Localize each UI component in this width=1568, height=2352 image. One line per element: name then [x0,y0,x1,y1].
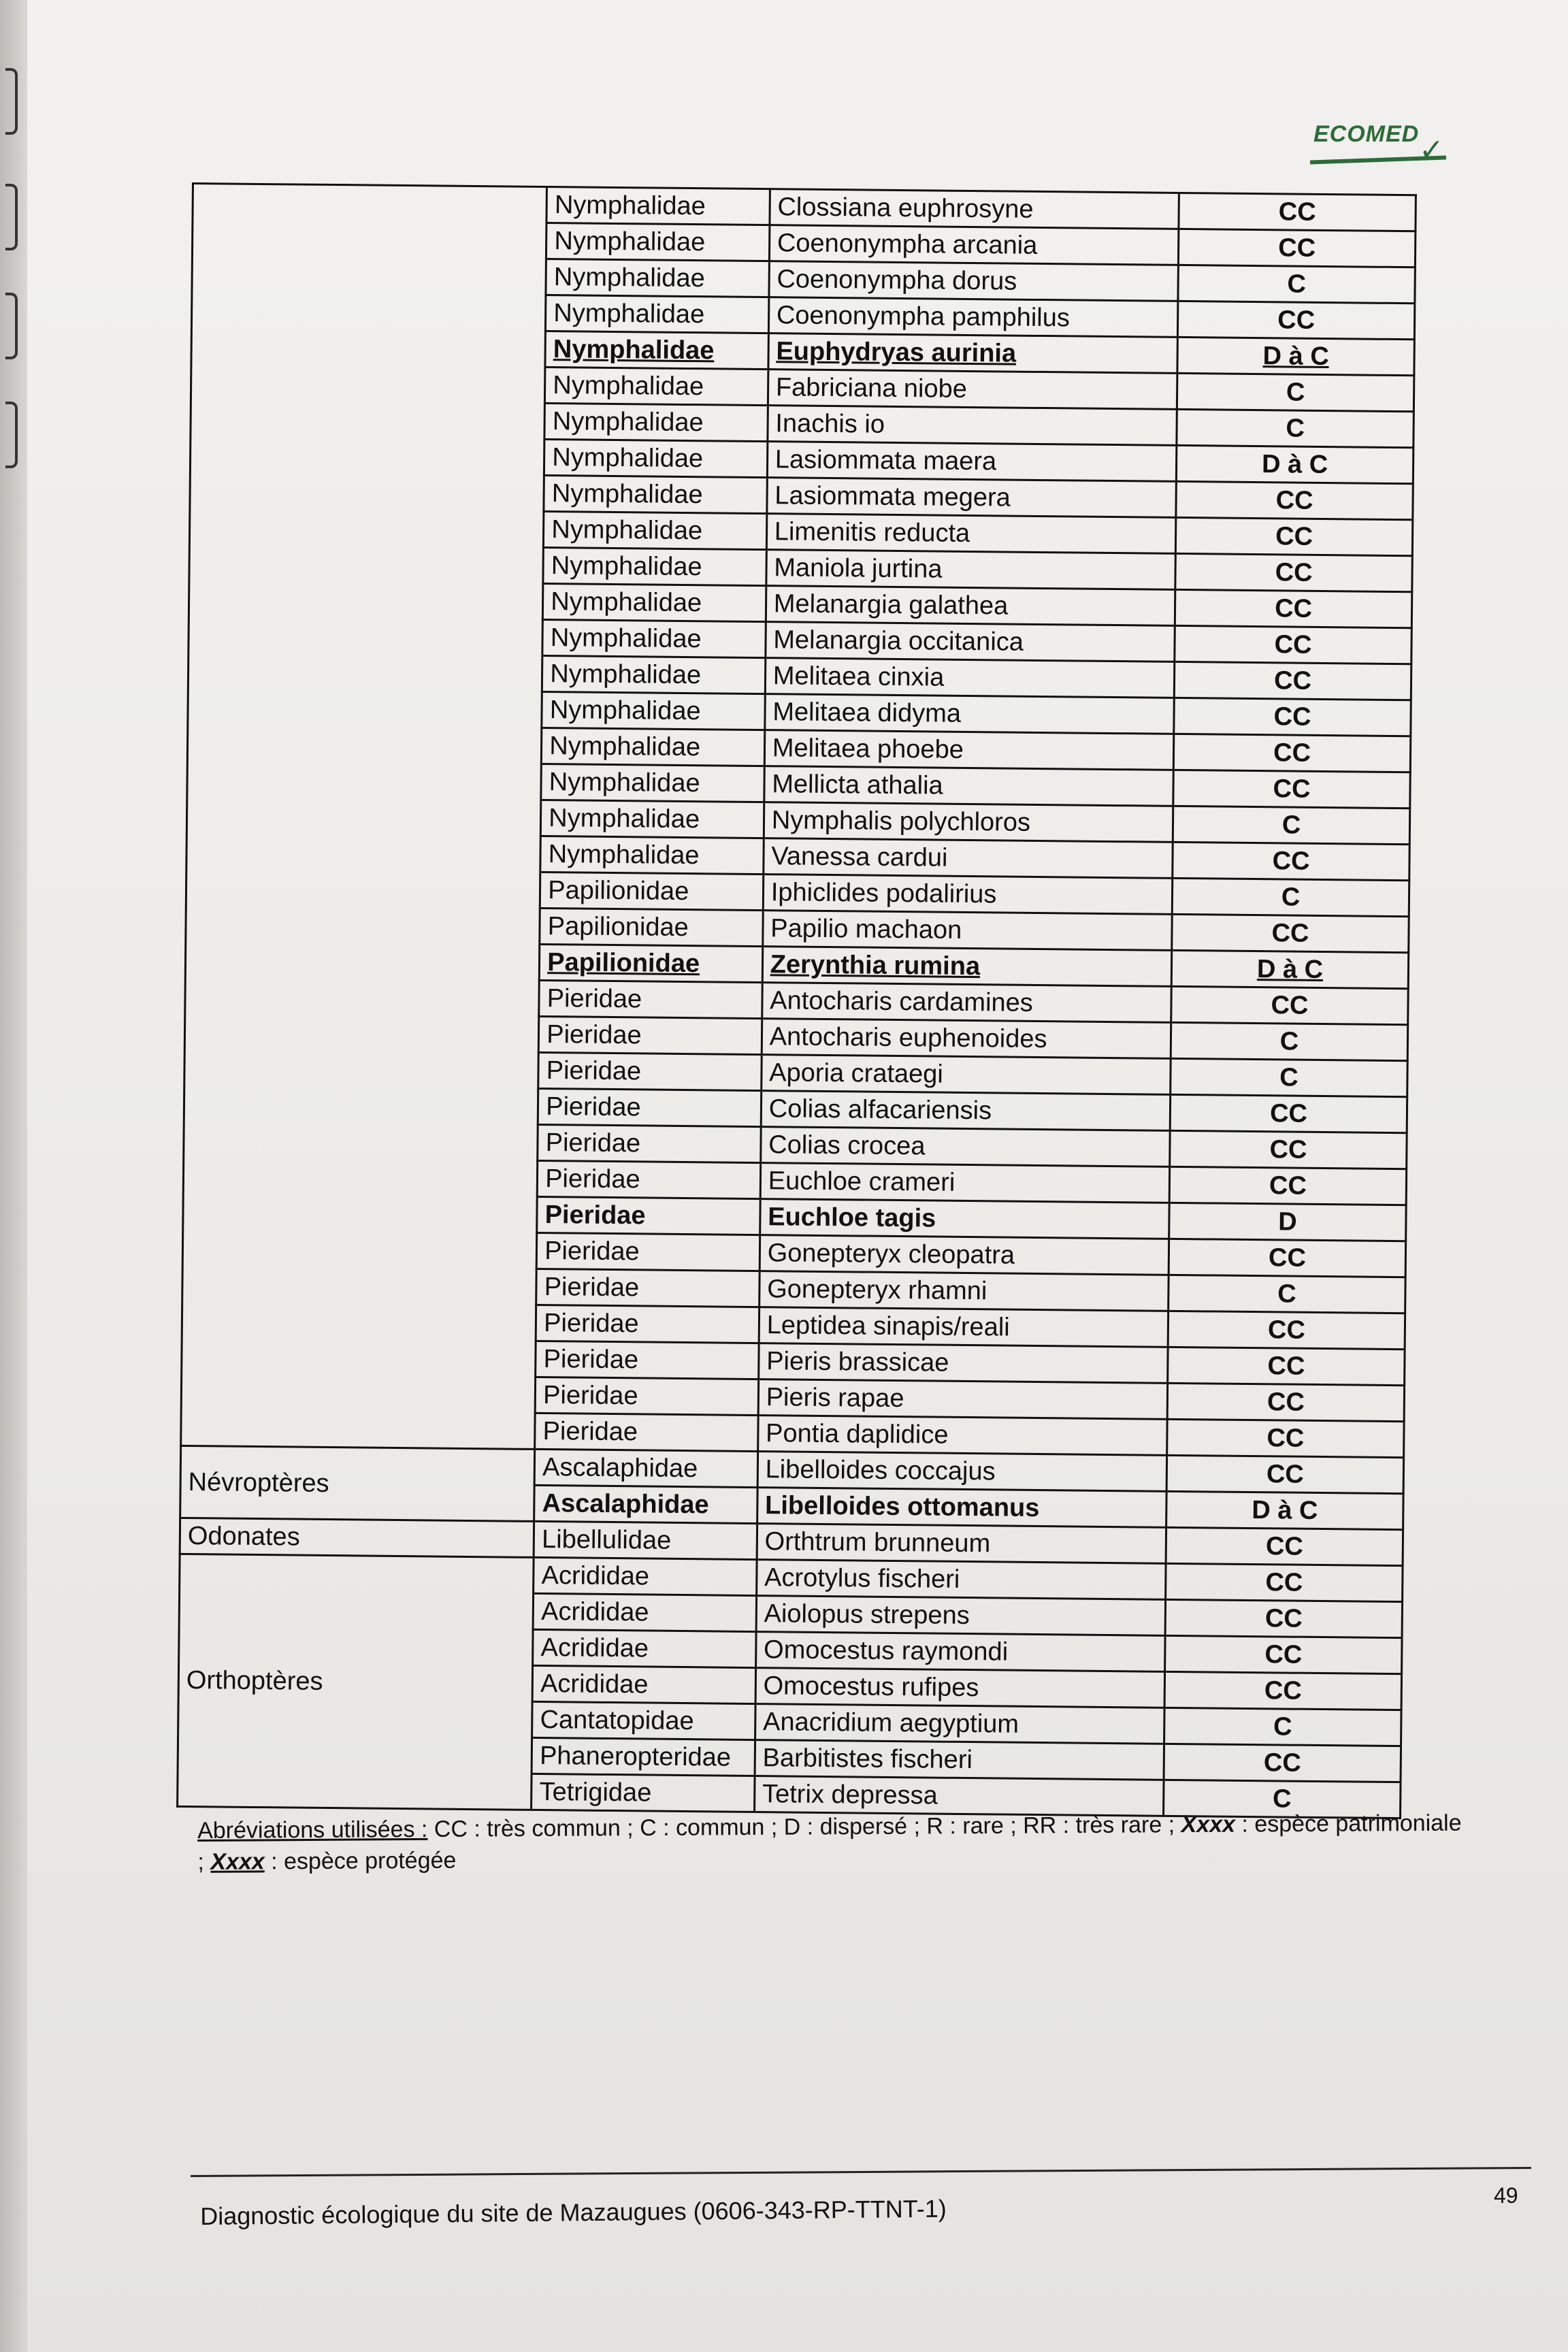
species-cell: Melanargia galathea [766,586,1175,626]
family-cell: Pieridae [538,1016,762,1054]
species-cell: Anacridium aegyptium [755,1704,1164,1744]
species-cell: Pieris brassicae [758,1343,1168,1384]
species-cell: Mellicta athalia [764,766,1174,806]
species-cell: Euchloe tagis [760,1199,1169,1239]
group-cell: Orthoptères [178,1554,534,1810]
status-cell: CC [1173,842,1409,880]
species-cell: Maniola jurtina [766,550,1176,590]
family-cell: Ascalaphidae [534,1449,757,1487]
leaf-icon: ✓ [1419,133,1444,167]
family-cell: Nymphalidae [542,728,765,766]
status-cell: CC [1170,1130,1407,1169]
species-cell: Omocestus raymondi [755,1632,1165,1672]
family-cell: Nymphalidae [540,836,764,874]
family-cell: Pieridae [535,1413,758,1451]
status-cell: CC [1175,589,1411,627]
species-cell: Lasiommata megera [767,478,1177,518]
status-cell: CC [1172,914,1409,952]
status-cell: D à C [1171,950,1408,988]
status-cell: D [1169,1203,1406,1241]
status-cell: CC [1167,1419,1404,1457]
species-cell: Colias alfacariensis [761,1091,1171,1131]
status-cell: CC [1170,1094,1407,1132]
abbreviations-note [197,1808,1464,1878]
species-cell: Colias crocea [760,1127,1170,1167]
species-cell: Clossiana euphrosyne [770,189,1179,229]
species-cell: Coenonympha dorus [769,261,1179,301]
status-cell: CC [1166,1527,1403,1565]
status-cell: CC [1173,770,1410,808]
binder-ring [5,402,18,468]
status-cell: CC [1174,662,1411,700]
species-cell: Antocharis euphenoides [762,1019,1171,1059]
status-cell: C [1172,878,1409,916]
family-cell: Acrididae [533,1593,756,1631]
page-number: 49 [1494,2183,1518,2208]
species-cell: Vanessa cardui [764,838,1173,879]
binder-ring [5,184,18,250]
family-cell: Nymphalidae [546,223,770,261]
group-cell [181,184,547,1450]
abbreviations-text: CC : très commun ; C : commun ; D : dispersé ; R : rare ; RR : très rare ; [427,1812,1181,1842]
family-cell: Acrididae [532,1665,755,1703]
family-cell: Nymphalidae [545,331,768,369]
species-cell: Orthtrum brunneum [757,1524,1166,1564]
status-cell: C [1169,1275,1405,1313]
status-cell: CC [1175,553,1412,591]
family-cell: Nymphalidae [542,691,765,730]
status-cell: CC [1167,1383,1404,1421]
family-cell: Pieridae [537,1196,760,1235]
species-cell: Pontia daplidice [757,1416,1167,1456]
family-cell: Nymphalidae [544,475,767,513]
status-cell: CC [1176,481,1413,519]
species-cell: Euphydryas aurinia [768,333,1178,374]
family-cell: Pieridae [538,1052,762,1090]
abbreviations-text: : espèce patrimoniale ; [197,1810,1462,1875]
family-cell: Nymphalidae [544,403,768,441]
species-cell: Tetrix depressa [754,1776,1164,1816]
ecomed-logo: ECOMED [1313,121,1420,147]
species-cell: Libelloides coccajus [757,1452,1167,1492]
family-cell: Nymphalidae [546,187,770,225]
species-cell: Euchloe crameri [760,1163,1170,1203]
status-cell: C [1173,806,1409,844]
family-cell: Nymphalidae [541,800,764,838]
species-cell: Omocestus rufipes [755,1668,1165,1708]
status-cell: CC [1168,1311,1405,1349]
family-cell: Acrididae [534,1557,757,1595]
family-cell: Acrididae [533,1629,756,1667]
family-cell: Pieridae [538,1088,761,1126]
status-cell: CC [1169,1239,1405,1277]
family-cell: Nymphalidae [542,619,766,657]
species-cell: Fabriciana niobe [768,370,1177,410]
status-cell: D à C [1176,445,1413,483]
species-cell: Leptidea sinapis/reali [759,1307,1169,1348]
species-cell: Aiolopus strepens [756,1596,1166,1636]
status-cell: CC [1165,1599,1402,1637]
status-cell: CC [1164,1744,1401,1782]
status-cell: CC [1164,1671,1401,1710]
status-cell: C [1177,373,1414,411]
status-cell: CC [1174,698,1411,736]
species-table [176,182,1417,1819]
group-cell: Odonates [180,1518,534,1557]
status-cell: CC [1168,1347,1405,1385]
abbreviations-label: Abréviations utilisées : [197,1816,428,1844]
species-cell: Melitaea phoebe [764,730,1174,770]
status-cell: C [1177,409,1414,447]
status-cell: CC [1173,734,1410,772]
status-cell: C [1178,265,1415,303]
status-cell: CC [1165,1635,1402,1673]
binder-ring [5,293,18,359]
group-cell: Névroptères [180,1446,535,1521]
protected-marker: Xxxx [210,1848,265,1875]
family-cell: Ascalaphidae [534,1485,757,1523]
family-cell: Nymphalidae [543,583,766,621]
species-cell: Melitaea cinxia [765,658,1175,698]
species-cell: Zerynthia rumina [762,947,1172,987]
species-cell: Melitaea didyma [765,694,1175,734]
family-cell: Tetrigidae [532,1774,755,1812]
species-cell: Lasiommata maera [767,442,1177,482]
status-cell: CC [1166,1455,1403,1493]
species-cell: Melanargia occitanica [766,622,1175,662]
family-cell: Cantatopidae [532,1701,755,1740]
species-cell: Nymphalis polychloros [764,802,1173,843]
status-cell: CC [1179,229,1416,267]
family-cell: Pieridae [536,1341,759,1379]
species-cell: Libelloides ottomanus [757,1488,1166,1528]
abbreviations-text: : espèce protégée [264,1847,457,1875]
species-cell: Antocharis cardamines [762,983,1172,1023]
family-cell: Pieridae [538,1124,761,1162]
family-cell: Nymphalidae [543,547,766,585]
status-cell: C [1171,1022,1407,1060]
species-cell: Coenonympha arcania [769,225,1179,265]
family-cell: Pieridae [536,1232,760,1271]
species-cell: Aporia crataegi [762,1055,1171,1095]
species-cell: Iphiclides podalirius [763,875,1173,915]
species-cell: Gonepteryx rhamni [759,1271,1169,1311]
family-cell: Pieridae [537,1160,760,1198]
family-cell: Nymphalidae [546,295,769,333]
species-cell: Barbitistes fischeri [755,1740,1164,1780]
species-cell: Gonepteryx cleopatra [760,1235,1169,1275]
family-cell: Papilionidae [540,908,763,946]
heritage-marker: Xxxx [1181,1811,1236,1838]
family-cell: Libellulidae [534,1521,757,1559]
status-cell: D à C [1166,1491,1403,1529]
family-cell: Pieridae [535,1377,758,1415]
family-cell: Pieridae [536,1269,760,1307]
status-cell: CC [1175,517,1412,555]
species-cell: Papilio machaon [763,911,1173,951]
family-cell: Pieridae [539,980,762,1018]
family-cell: Nymphalidae [545,367,768,405]
status-cell: CC [1169,1166,1406,1205]
status-cell: CC [1178,301,1415,339]
binder-ring [5,68,18,135]
status-cell: C [1164,1708,1401,1746]
family-cell: Nymphalidae [544,439,768,477]
status-cell: C [1171,1058,1407,1096]
family-cell: Papilionidae [540,872,764,910]
family-cell: Nymphalidae [546,259,769,297]
status-cell: CC [1179,193,1416,231]
family-cell: Papilionidae [540,944,763,982]
status-cell: CC [1175,625,1411,664]
status-cell: D à C [1177,337,1414,375]
status-cell: C [1164,1780,1401,1818]
family-cell: Nymphalidae [542,655,766,693]
species-cell: Inachis io [768,406,1177,446]
family-cell: Nymphalidae [541,764,764,802]
species-cell: Pieris rapae [758,1379,1168,1420]
species-cell: Acrotylus fischeri [756,1560,1166,1600]
family-cell: Pieridae [536,1305,759,1343]
status-cell: CC [1171,986,1408,1024]
footer-title: Diagnostic écologique du site de Mazaugues (0606-343-RP-TTNT-1) [200,2194,947,2230]
family-cell: Phaneropteridae [532,1737,755,1776]
family-cell: Nymphalidae [544,511,767,549]
species-cell: Limenitis reducta [766,514,1176,554]
species-cell: Coenonympha pamphilus [768,297,1178,338]
status-cell: CC [1166,1563,1403,1601]
